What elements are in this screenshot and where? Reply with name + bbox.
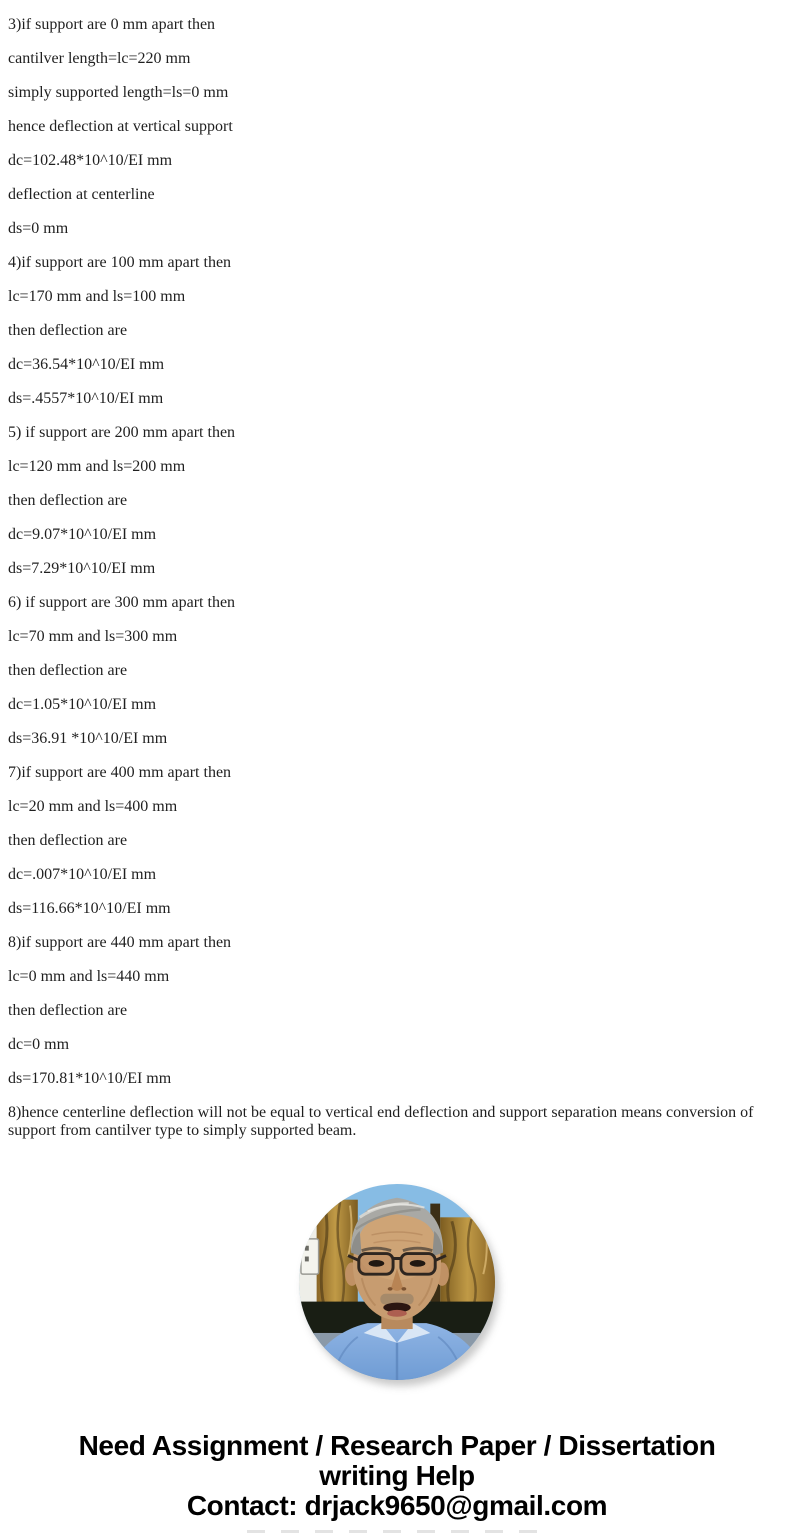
paragraph-line: then deflection are [8, 662, 128, 679]
presenter-photo [299, 1184, 495, 1380]
paragraph-line: deflection at centerline [8, 186, 155, 203]
paragraph-line: 5) if support are 200 mm apart then [8, 424, 236, 441]
paragraph-line: lc=70 mm and ls=300 mm [8, 628, 178, 645]
paragraph-line: 7)if support are 400 mm apart then [8, 764, 232, 781]
paragraph-line: dc=9.07*10^10/EI mm [8, 526, 157, 543]
promo-heading-line2: writing Help [319, 1460, 475, 1491]
paragraph-list [8, 50, 786, 1088]
clipped-top-paragraph: 3)if support are 0 mm apart then [8, 16, 216, 33]
paragraph-line: lc=20 mm and ls=400 mm [8, 798, 178, 815]
paragraph-line: ds=116.66*10^10/EI mm [8, 900, 171, 917]
document-body [0, 16, 794, 1140]
paragraph-line: 4)if support are 100 mm apart then [8, 254, 232, 271]
paragraph-line: then deflection are [8, 832, 128, 849]
paragraph-line: ds=7.29*10^10/EI mm [8, 560, 156, 577]
paragraph-line: simply supported length=ls=0 mm [8, 84, 229, 101]
presenter-photo-illustration [299, 1184, 495, 1380]
paragraph-line: dc=.007*10^10/EI mm [8, 866, 157, 883]
paragraph-line: ds=170.81*10^10/EI mm [8, 1070, 172, 1087]
paragraph-line: cantilver length=lc=220 mm [8, 50, 191, 67]
paragraph-line: dc=1.05*10^10/EI mm [8, 696, 157, 713]
paragraph-line: ds=0 mm [8, 220, 69, 237]
paragraph-line: ds=.4557*10^10/EI mm [8, 390, 164, 407]
paragraph-line: ds=36.91 *10^10/EI mm [8, 730, 168, 747]
paragraph-line: then deflection are [8, 322, 128, 339]
paragraph-line: lc=0 mm and ls=440 mm [8, 968, 170, 985]
paragraph-line: dc=36.54*10^10/EI mm [8, 356, 165, 373]
page [0, 16, 794, 1539]
clipped-bottom-text-artifact [247, 1530, 547, 1533]
paragraph-line: then deflection are [8, 492, 128, 509]
promo-footer [0, 1431, 794, 1521]
paragraph-line: lc=170 mm and ls=100 mm [8, 288, 186, 305]
paragraph-line: dc=102.48*10^10/EI mm [8, 152, 173, 169]
paragraph-line: then deflection are [8, 1002, 128, 1019]
paragraph-line: dc=0 mm [8, 1036, 70, 1053]
conclusion-paragraph: 8)hence centerline deflection will not be equal to vertical end deflection and support separation means conversion of support from cantilver type to simply supported beam. [8, 1104, 754, 1139]
paragraph-line: lc=120 mm and ls=200 mm [8, 458, 186, 475]
paragraph-line: 8)if support are 440 mm apart then [8, 934, 232, 951]
promo-contact: Contact: drjack9650@gmail.com [186, 1490, 608, 1521]
promo-heading-line1: Need Assignment / Research Paper / Dissertation [78, 1430, 716, 1461]
paragraph-line: hence deflection at vertical support [8, 118, 233, 135]
paragraph-line: 6) if support are 300 mm apart then [8, 594, 236, 611]
